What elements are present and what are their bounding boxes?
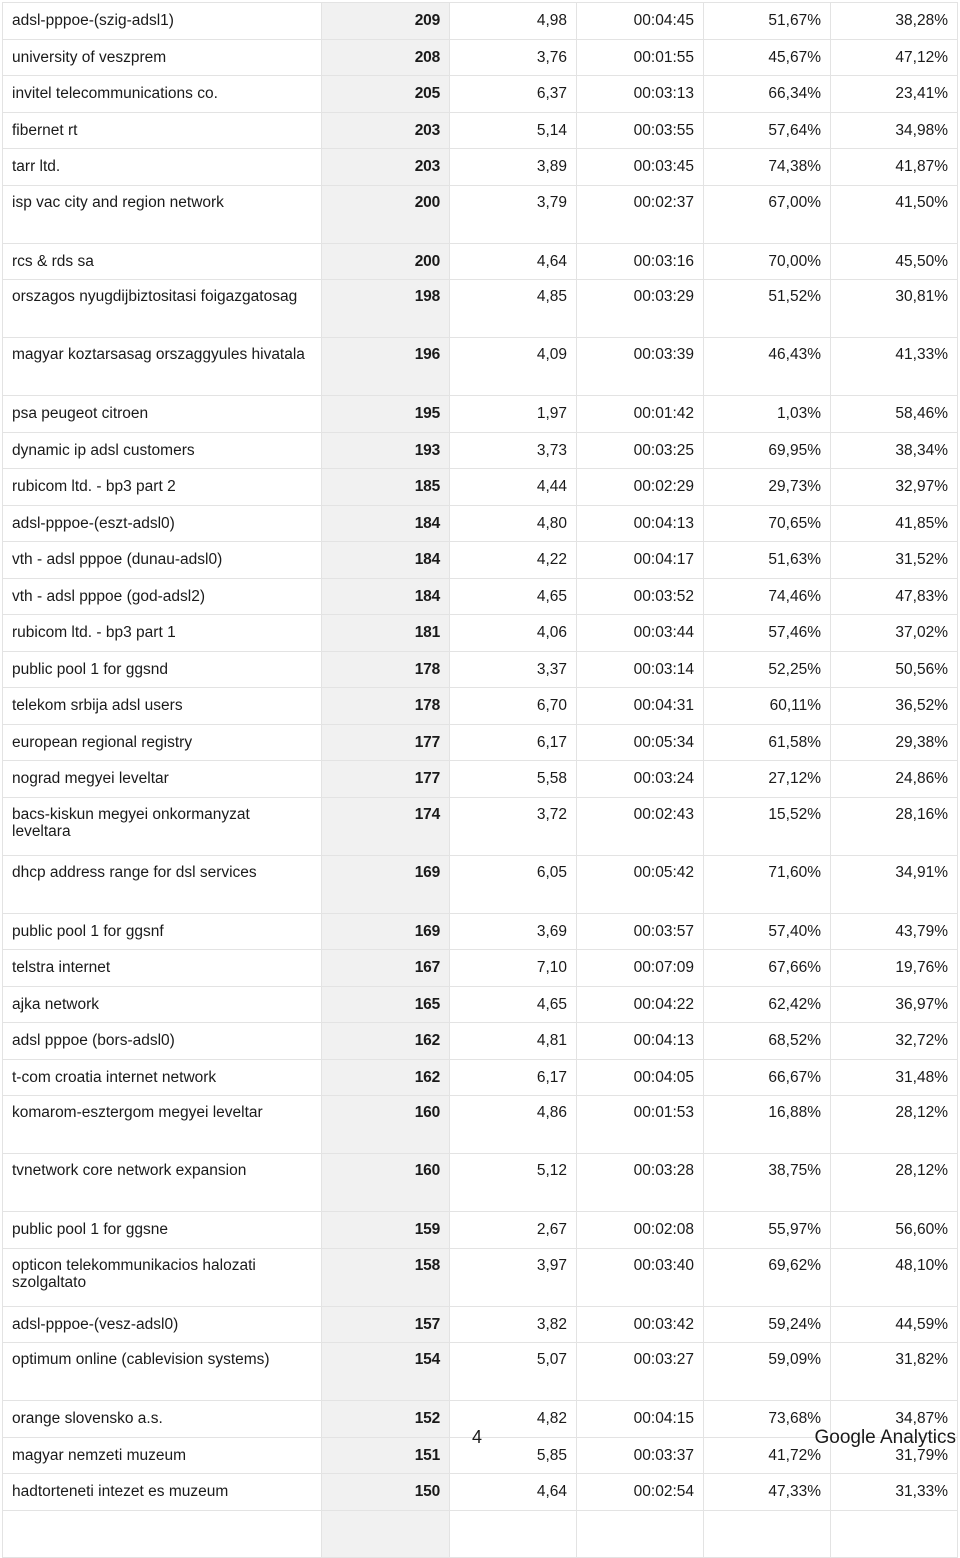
visits-cell: 184 [322, 505, 450, 542]
network-name-cell: nograd megyei leveltar [3, 761, 322, 798]
table-row [3, 280, 958, 338]
bounce-rate-cell: 50,56% [831, 651, 958, 688]
new-visits-cell: 51,67% [704, 3, 831, 40]
network-name-cell: public pool 1 for ggsnf [3, 913, 322, 950]
bounce-rate-cell: 56,60% [831, 1212, 958, 1249]
network-name-cell: tvnetwork core network expansion [3, 1154, 322, 1212]
visits-cell: 177 [322, 724, 450, 761]
avg-time-cell: 00:03:29 [577, 280, 704, 338]
new-visits-cell: 27,12% [704, 761, 831, 798]
table-body [3, 3, 958, 1558]
pages-per-visit-cell: 5,12 [450, 1154, 577, 1212]
avg-time-cell: 00:01:53 [577, 1096, 704, 1154]
table-row [3, 797, 958, 855]
network-name-cell: komarom-esztergom megyei leveltar [3, 1096, 322, 1154]
table-row [3, 688, 958, 725]
bounce-rate-cell: 19,76% [831, 950, 958, 987]
network-name-cell: tarr ltd. [3, 149, 322, 186]
visits-cell: 184 [322, 542, 450, 579]
visits-cell: 184 [322, 578, 450, 615]
visits-cell: 174 [322, 797, 450, 855]
visits-cell: 195 [322, 396, 450, 433]
new-visits-cell: 73,68% [704, 1401, 831, 1438]
empty-cell [3, 1510, 322, 1557]
visits-cell: 165 [322, 986, 450, 1023]
bounce-rate-cell: 38,28% [831, 3, 958, 40]
table-row [3, 338, 958, 396]
pages-per-visit-cell: 3,79 [450, 185, 577, 243]
table-row [3, 651, 958, 688]
network-name-cell: adsl pppoe (bors-adsl0) [3, 1023, 322, 1060]
table-row [3, 855, 958, 913]
network-name-cell: adsl-pppoe-(szig-adsl1) [3, 3, 322, 40]
pages-per-visit-cell: 2,67 [450, 1212, 577, 1249]
visits-cell: 151 [322, 1437, 450, 1474]
network-name-cell: rubicom ltd. - bp3 part 2 [3, 469, 322, 506]
table-row [3, 1248, 958, 1306]
brand-label: Google Analytics [814, 1427, 956, 1448]
avg-time-cell: 00:03:57 [577, 913, 704, 950]
avg-time-cell: 00:03:42 [577, 1306, 704, 1343]
network-name-cell: public pool 1 for ggsne [3, 1212, 322, 1249]
table-row [3, 505, 958, 542]
table-row [3, 185, 958, 243]
table-row [3, 1059, 958, 1096]
pages-per-visit-cell: 4,06 [450, 615, 577, 652]
network-name-cell: european regional registry [3, 724, 322, 761]
avg-time-cell: 00:02:08 [577, 1212, 704, 1249]
bounce-rate-cell: 34,91% [831, 855, 958, 913]
visits-cell: 196 [322, 338, 450, 396]
network-name-cell: opticon telekommunikacios halozati szolgaltato [3, 1248, 322, 1306]
empty-cell [450, 1510, 577, 1557]
table-row [3, 542, 958, 579]
page-number: 4 [472, 1427, 483, 1447]
table-row [3, 1212, 958, 1249]
network-name-cell: telstra internet [3, 950, 322, 987]
pages-per-visit-cell: 4,82 [450, 1401, 577, 1438]
table-row [3, 950, 958, 987]
network-name-cell: vth - adsl pppoe (god-adsl2) [3, 578, 322, 615]
network-name-cell: rubicom ltd. - bp3 part 1 [3, 615, 322, 652]
avg-time-cell: 00:04:05 [577, 1059, 704, 1096]
network-name-cell: magyar nemzeti muzeum [3, 1437, 322, 1474]
avg-time-cell: 00:05:34 [577, 724, 704, 761]
new-visits-cell: 16,88% [704, 1096, 831, 1154]
table-row [3, 396, 958, 433]
new-visits-cell: 60,11% [704, 688, 831, 725]
new-visits-cell: 57,46% [704, 615, 831, 652]
new-visits-cell: 15,52% [704, 797, 831, 855]
network-name-cell: optimum online (cablevision systems) [3, 1343, 322, 1401]
table-row [3, 578, 958, 615]
new-visits-cell: 51,63% [704, 542, 831, 579]
table-row [3, 615, 958, 652]
bounce-rate-cell: 43,79% [831, 913, 958, 950]
bounce-rate-cell: 37,02% [831, 615, 958, 652]
bounce-rate-cell: 36,97% [831, 986, 958, 1023]
avg-time-cell: 00:03:45 [577, 149, 704, 186]
bounce-rate-cell: 45,50% [831, 243, 958, 280]
table-row [3, 1474, 958, 1511]
network-name-cell: adsl-pppoe-(vesz-adsl0) [3, 1306, 322, 1343]
visits-cell: 159 [322, 1212, 450, 1249]
new-visits-cell: 55,97% [704, 1212, 831, 1249]
new-visits-cell: 69,95% [704, 432, 831, 469]
avg-time-cell: 00:03:27 [577, 1343, 704, 1401]
visits-cell: 178 [322, 651, 450, 688]
visits-cell: 177 [322, 761, 450, 798]
visits-cell: 208 [322, 39, 450, 76]
pages-per-visit-cell: 4,64 [450, 243, 577, 280]
pages-per-visit-cell: 5,14 [450, 112, 577, 149]
visits-cell: 160 [322, 1154, 450, 1212]
bounce-rate-cell: 47,83% [831, 578, 958, 615]
avg-time-cell: 00:02:37 [577, 185, 704, 243]
pages-per-visit-cell: 1,97 [450, 396, 577, 433]
table-row [3, 3, 958, 40]
new-visits-cell: 70,00% [704, 243, 831, 280]
bounce-rate-cell: 28,12% [831, 1096, 958, 1154]
pages-per-visit-cell: 3,89 [450, 149, 577, 186]
new-visits-cell: 74,38% [704, 149, 831, 186]
visits-cell: 181 [322, 615, 450, 652]
new-visits-cell: 70,65% [704, 505, 831, 542]
pages-per-visit-cell: 5,85 [450, 1437, 577, 1474]
avg-time-cell: 00:04:15 [577, 1401, 704, 1438]
bounce-rate-cell: 32,72% [831, 1023, 958, 1060]
visits-cell: 203 [322, 112, 450, 149]
new-visits-cell: 45,67% [704, 39, 831, 76]
pages-per-visit-cell: 3,73 [450, 432, 577, 469]
pages-per-visit-cell: 4,86 [450, 1096, 577, 1154]
pages-per-visit-cell: 5,58 [450, 761, 577, 798]
visits-cell: 160 [322, 1096, 450, 1154]
bounce-rate-cell: 34,87% [831, 1401, 958, 1438]
network-name-cell: bacs-kiskun megyei onkormanyzat leveltara [3, 797, 322, 855]
bounce-rate-cell: 34,98% [831, 112, 958, 149]
bounce-rate-cell: 30,81% [831, 280, 958, 338]
bounce-rate-cell: 31,82% [831, 1343, 958, 1401]
pages-per-visit-cell: 4,98 [450, 3, 577, 40]
bounce-rate-cell: 23,41% [831, 76, 958, 113]
avg-time-cell: 00:03:37 [577, 1437, 704, 1474]
bounce-rate-cell: 24,86% [831, 761, 958, 798]
new-visits-cell: 71,60% [704, 855, 831, 913]
new-visits-cell: 51,52% [704, 280, 831, 338]
network-name-cell: vth - adsl pppoe (dunau-adsl0) [3, 542, 322, 579]
avg-time-cell: 00:04:45 [577, 3, 704, 40]
avg-time-cell: 00:04:13 [577, 505, 704, 542]
new-visits-cell: 29,73% [704, 469, 831, 506]
empty-cell [704, 1510, 831, 1557]
pages-per-visit-cell: 3,76 [450, 39, 577, 76]
pages-per-visit-cell: 4,65 [450, 578, 577, 615]
avg-time-cell: 00:03:28 [577, 1154, 704, 1212]
pages-per-visit-cell: 4,80 [450, 505, 577, 542]
new-visits-cell: 1,03% [704, 396, 831, 433]
new-visits-cell: 74,46% [704, 578, 831, 615]
visits-cell: 200 [322, 243, 450, 280]
avg-time-cell: 00:03:55 [577, 112, 704, 149]
avg-time-cell: 00:01:55 [577, 39, 704, 76]
page-footer [0, 1425, 960, 1451]
new-visits-cell: 66,67% [704, 1059, 831, 1096]
network-name-cell: university of veszprem [3, 39, 322, 76]
network-name-cell: magyar koztarsasag orszaggyules hivatala [3, 338, 322, 396]
new-visits-cell: 38,75% [704, 1154, 831, 1212]
new-visits-cell: 47,33% [704, 1474, 831, 1511]
network-name-cell: telekom srbija adsl users [3, 688, 322, 725]
visits-cell: 162 [322, 1023, 450, 1060]
bounce-rate-cell: 31,79% [831, 1437, 958, 1474]
network-name-cell: public pool 1 for ggsnd [3, 651, 322, 688]
new-visits-cell: 67,66% [704, 950, 831, 987]
new-visits-cell: 68,52% [704, 1023, 831, 1060]
new-visits-cell: 57,64% [704, 112, 831, 149]
table-row [3, 986, 958, 1023]
new-visits-cell: 59,24% [704, 1306, 831, 1343]
table-spacer-row [3, 1510, 958, 1557]
bounce-rate-cell: 29,38% [831, 724, 958, 761]
table-row [3, 724, 958, 761]
table-row [3, 149, 958, 186]
bounce-rate-cell: 47,12% [831, 39, 958, 76]
avg-time-cell: 00:05:42 [577, 855, 704, 913]
visits-cell: 200 [322, 185, 450, 243]
network-name-cell: isp vac city and region network [3, 185, 322, 243]
network-name-cell: adsl-pppoe-(eszt-adsl0) [3, 505, 322, 542]
pages-per-visit-cell: 6,17 [450, 724, 577, 761]
network-name-cell: dhcp address range for dsl services [3, 855, 322, 913]
new-visits-cell: 57,40% [704, 913, 831, 950]
new-visits-cell: 41,72% [704, 1437, 831, 1474]
table-row [3, 913, 958, 950]
pages-per-visit-cell: 4,65 [450, 986, 577, 1023]
network-name-cell: t-com croatia internet network [3, 1059, 322, 1096]
new-visits-cell: 46,43% [704, 338, 831, 396]
visits-cell: 178 [322, 688, 450, 725]
network-name-cell: psa peugeot citroen [3, 396, 322, 433]
bounce-rate-cell: 41,87% [831, 149, 958, 186]
new-visits-cell: 67,00% [704, 185, 831, 243]
pages-per-visit-cell: 4,44 [450, 469, 577, 506]
visits-cell: 205 [322, 76, 450, 113]
avg-time-cell: 00:02:29 [577, 469, 704, 506]
bounce-rate-cell: 31,48% [831, 1059, 958, 1096]
avg-time-cell: 00:02:54 [577, 1474, 704, 1511]
avg-time-cell: 00:02:43 [577, 797, 704, 855]
network-name-cell: ajka network [3, 986, 322, 1023]
pages-per-visit-cell: 3,37 [450, 651, 577, 688]
network-name-cell: hadtorteneti intezet es muzeum [3, 1474, 322, 1511]
table-row [3, 112, 958, 149]
table-row [3, 39, 958, 76]
network-name-cell: rcs & rds sa [3, 243, 322, 280]
pages-per-visit-cell: 5,07 [450, 1343, 577, 1401]
bounce-rate-cell: 36,52% [831, 688, 958, 725]
network-name-cell: orange slovensko a.s. [3, 1401, 322, 1438]
empty-cell [322, 1510, 450, 1557]
visits-cell: 167 [322, 950, 450, 987]
visits-cell: 209 [322, 3, 450, 40]
table-row [3, 432, 958, 469]
pages-per-visit-cell: 3,82 [450, 1306, 577, 1343]
avg-time-cell: 00:07:09 [577, 950, 704, 987]
avg-time-cell: 00:04:31 [577, 688, 704, 725]
network-name-cell: invitel telecommunications co. [3, 76, 322, 113]
avg-time-cell: 00:04:13 [577, 1023, 704, 1060]
bounce-rate-cell: 48,10% [831, 1248, 958, 1306]
bounce-rate-cell: 32,97% [831, 469, 958, 506]
visits-cell: 152 [322, 1401, 450, 1438]
avg-time-cell: 00:04:17 [577, 542, 704, 579]
visits-cell: 157 [322, 1306, 450, 1343]
pages-per-visit-cell: 4,85 [450, 280, 577, 338]
avg-time-cell: 00:03:13 [577, 76, 704, 113]
pages-per-visit-cell: 3,97 [450, 1248, 577, 1306]
new-visits-cell: 69,62% [704, 1248, 831, 1306]
network-name-cell: fibernet rt [3, 112, 322, 149]
table-row [3, 76, 958, 113]
table-row [3, 761, 958, 798]
avg-time-cell: 00:03:14 [577, 651, 704, 688]
avg-time-cell: 00:03:25 [577, 432, 704, 469]
table-row [3, 1023, 958, 1060]
visits-cell: 162 [322, 1059, 450, 1096]
bounce-rate-cell: 28,12% [831, 1154, 958, 1212]
pages-per-visit-cell: 4,81 [450, 1023, 577, 1060]
avg-time-cell: 00:01:42 [577, 396, 704, 433]
new-visits-cell: 66,34% [704, 76, 831, 113]
visits-cell: 193 [322, 432, 450, 469]
bounce-rate-cell: 31,52% [831, 542, 958, 579]
pages-per-visit-cell: 3,72 [450, 797, 577, 855]
visits-cell: 154 [322, 1343, 450, 1401]
pages-per-visit-cell: 6,70 [450, 688, 577, 725]
new-visits-cell: 62,42% [704, 986, 831, 1023]
pages-per-visit-cell: 7,10 [450, 950, 577, 987]
network-name-cell: dynamic ip adsl customers [3, 432, 322, 469]
pages-per-visit-cell: 6,37 [450, 76, 577, 113]
visits-cell: 169 [322, 855, 450, 913]
avg-time-cell: 00:03:24 [577, 761, 704, 798]
pages-per-visit-cell: 4,09 [450, 338, 577, 396]
new-visits-cell: 52,25% [704, 651, 831, 688]
bounce-rate-cell: 41,50% [831, 185, 958, 243]
table-row [3, 469, 958, 506]
network-name-cell: orszagos nyugdijbiztositasi foigazgatosag [3, 280, 322, 338]
new-visits-cell: 59,09% [704, 1343, 831, 1401]
pages-per-visit-cell: 4,64 [450, 1474, 577, 1511]
bounce-rate-cell: 38,34% [831, 432, 958, 469]
avg-time-cell: 00:03:16 [577, 243, 704, 280]
empty-cell [831, 1510, 958, 1557]
visits-cell: 185 [322, 469, 450, 506]
table-row [3, 1343, 958, 1401]
visits-cell: 198 [322, 280, 450, 338]
table-row [3, 1154, 958, 1212]
bounce-rate-cell: 41,85% [831, 505, 958, 542]
visits-cell: 150 [322, 1474, 450, 1511]
avg-time-cell: 00:03:52 [577, 578, 704, 615]
bounce-rate-cell: 28,16% [831, 797, 958, 855]
avg-time-cell: 00:03:40 [577, 1248, 704, 1306]
visits-cell: 203 [322, 149, 450, 186]
network-report-table [2, 2, 958, 1558]
pages-per-visit-cell: 3,69 [450, 913, 577, 950]
avg-time-cell: 00:03:44 [577, 615, 704, 652]
pages-per-visit-cell: 6,17 [450, 1059, 577, 1096]
bounce-rate-cell: 44,59% [831, 1306, 958, 1343]
visits-cell: 158 [322, 1248, 450, 1306]
empty-cell [577, 1510, 704, 1557]
pages-per-visit-cell: 4,22 [450, 542, 577, 579]
bounce-rate-cell: 31,33% [831, 1474, 958, 1511]
new-visits-cell: 61,58% [704, 724, 831, 761]
pages-per-visit-cell: 6,05 [450, 855, 577, 913]
avg-time-cell: 00:03:39 [577, 338, 704, 396]
table-row [3, 1096, 958, 1154]
visits-cell: 169 [322, 913, 450, 950]
bounce-rate-cell: 58,46% [831, 396, 958, 433]
bounce-rate-cell: 41,33% [831, 338, 958, 396]
table-row [3, 243, 958, 280]
table-row [3, 1306, 958, 1343]
avg-time-cell: 00:04:22 [577, 986, 704, 1023]
